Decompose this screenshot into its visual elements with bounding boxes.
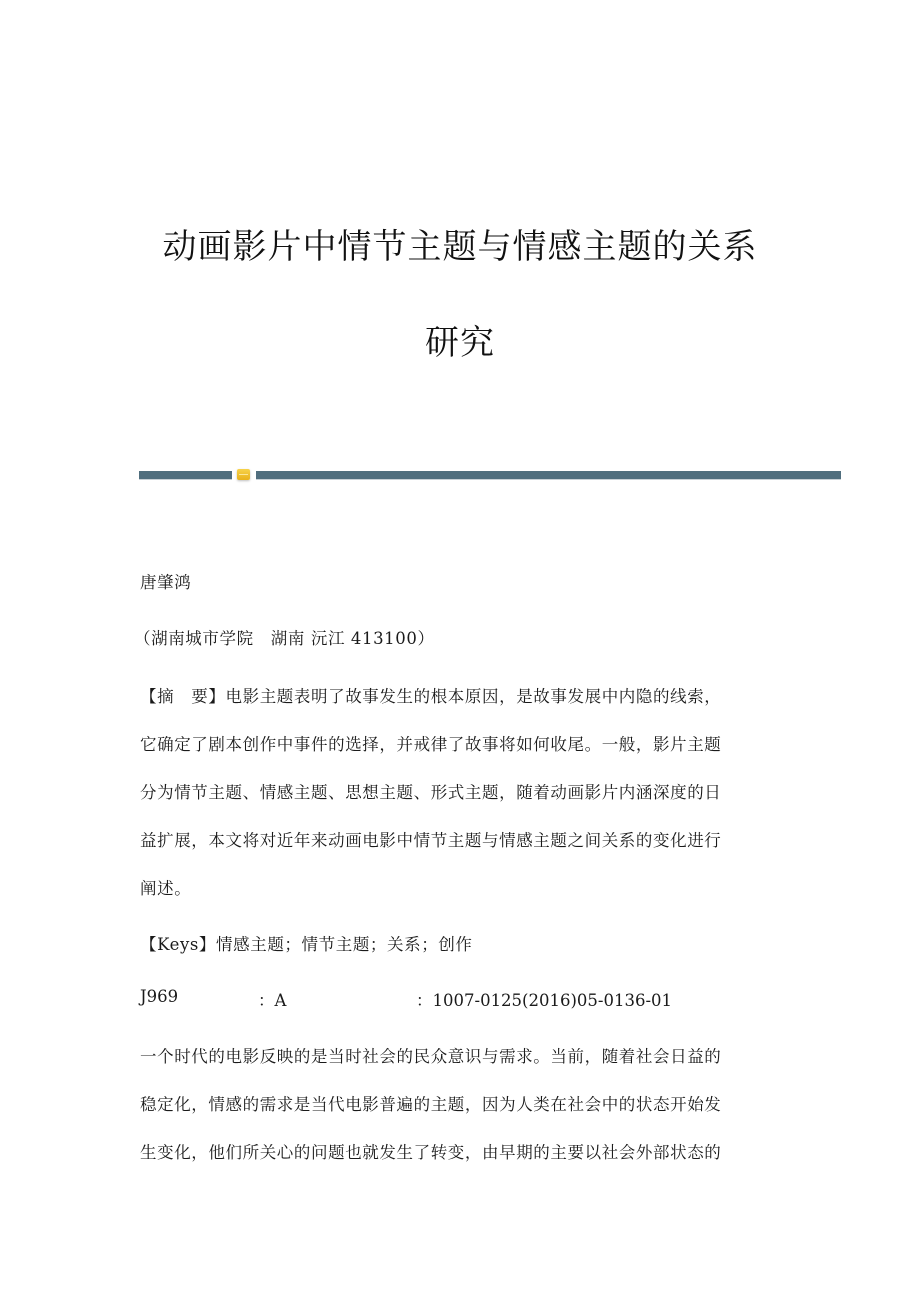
body-line: 生变化，他们所关心的问题也就发生了转变，由早期的主要以社会外部状态的 (140, 1143, 722, 1162)
abstract-line: 益扩展，本文将对近年来动画电影中情节主题与情感主题之间关系的变化进行 (140, 831, 722, 850)
divider-bar-right (256, 471, 841, 480)
abstract-line: 【摘 要】电影主题表明了故事发生的根本原因，是故事发展中内隐的线索， (140, 687, 722, 706)
author-name: 唐肇鸿 (140, 573, 192, 592)
abstract-line: 阐述。 (140, 879, 192, 898)
body-line: 稳定化，情感的需求是当代电影普遍的主题，因为人类在社会中的状态开始发 (140, 1095, 722, 1114)
paper-title-line-2: 研究 (425, 323, 495, 363)
abstract-line: 分为情节主题、情感主题、思想主题、形式主题，随着动画影片内涵深度的日 (140, 783, 722, 802)
article-id: ：1007-0125(2016)05-0136-01 (416, 991, 673, 1010)
title-divider (139, 471, 841, 479)
body-line: 一个时代的电影反映的是当时社会的民众意识与需求。当前，随着社会日益的 (140, 1047, 722, 1066)
divider-marker-icon (237, 469, 250, 480)
classification-row (140, 987, 840, 1009)
document-code: ：A (258, 991, 287, 1010)
author-affiliation: （湖南城市学院 湖南 沅江 413100） (134, 629, 435, 648)
paper-title-line-1: 动画影片中情节主题与情感主题的关系 (162, 227, 758, 267)
abstract-line: 它确定了剧本创作中事件的选择，并戒律了故事将如何收尾。一般，影片主题 (140, 735, 722, 754)
clc-number: J969 (140, 987, 179, 1006)
keywords: 【Keys】情感主题；情节主题；关系；创作 (140, 935, 473, 954)
divider-bar-left (139, 471, 232, 480)
